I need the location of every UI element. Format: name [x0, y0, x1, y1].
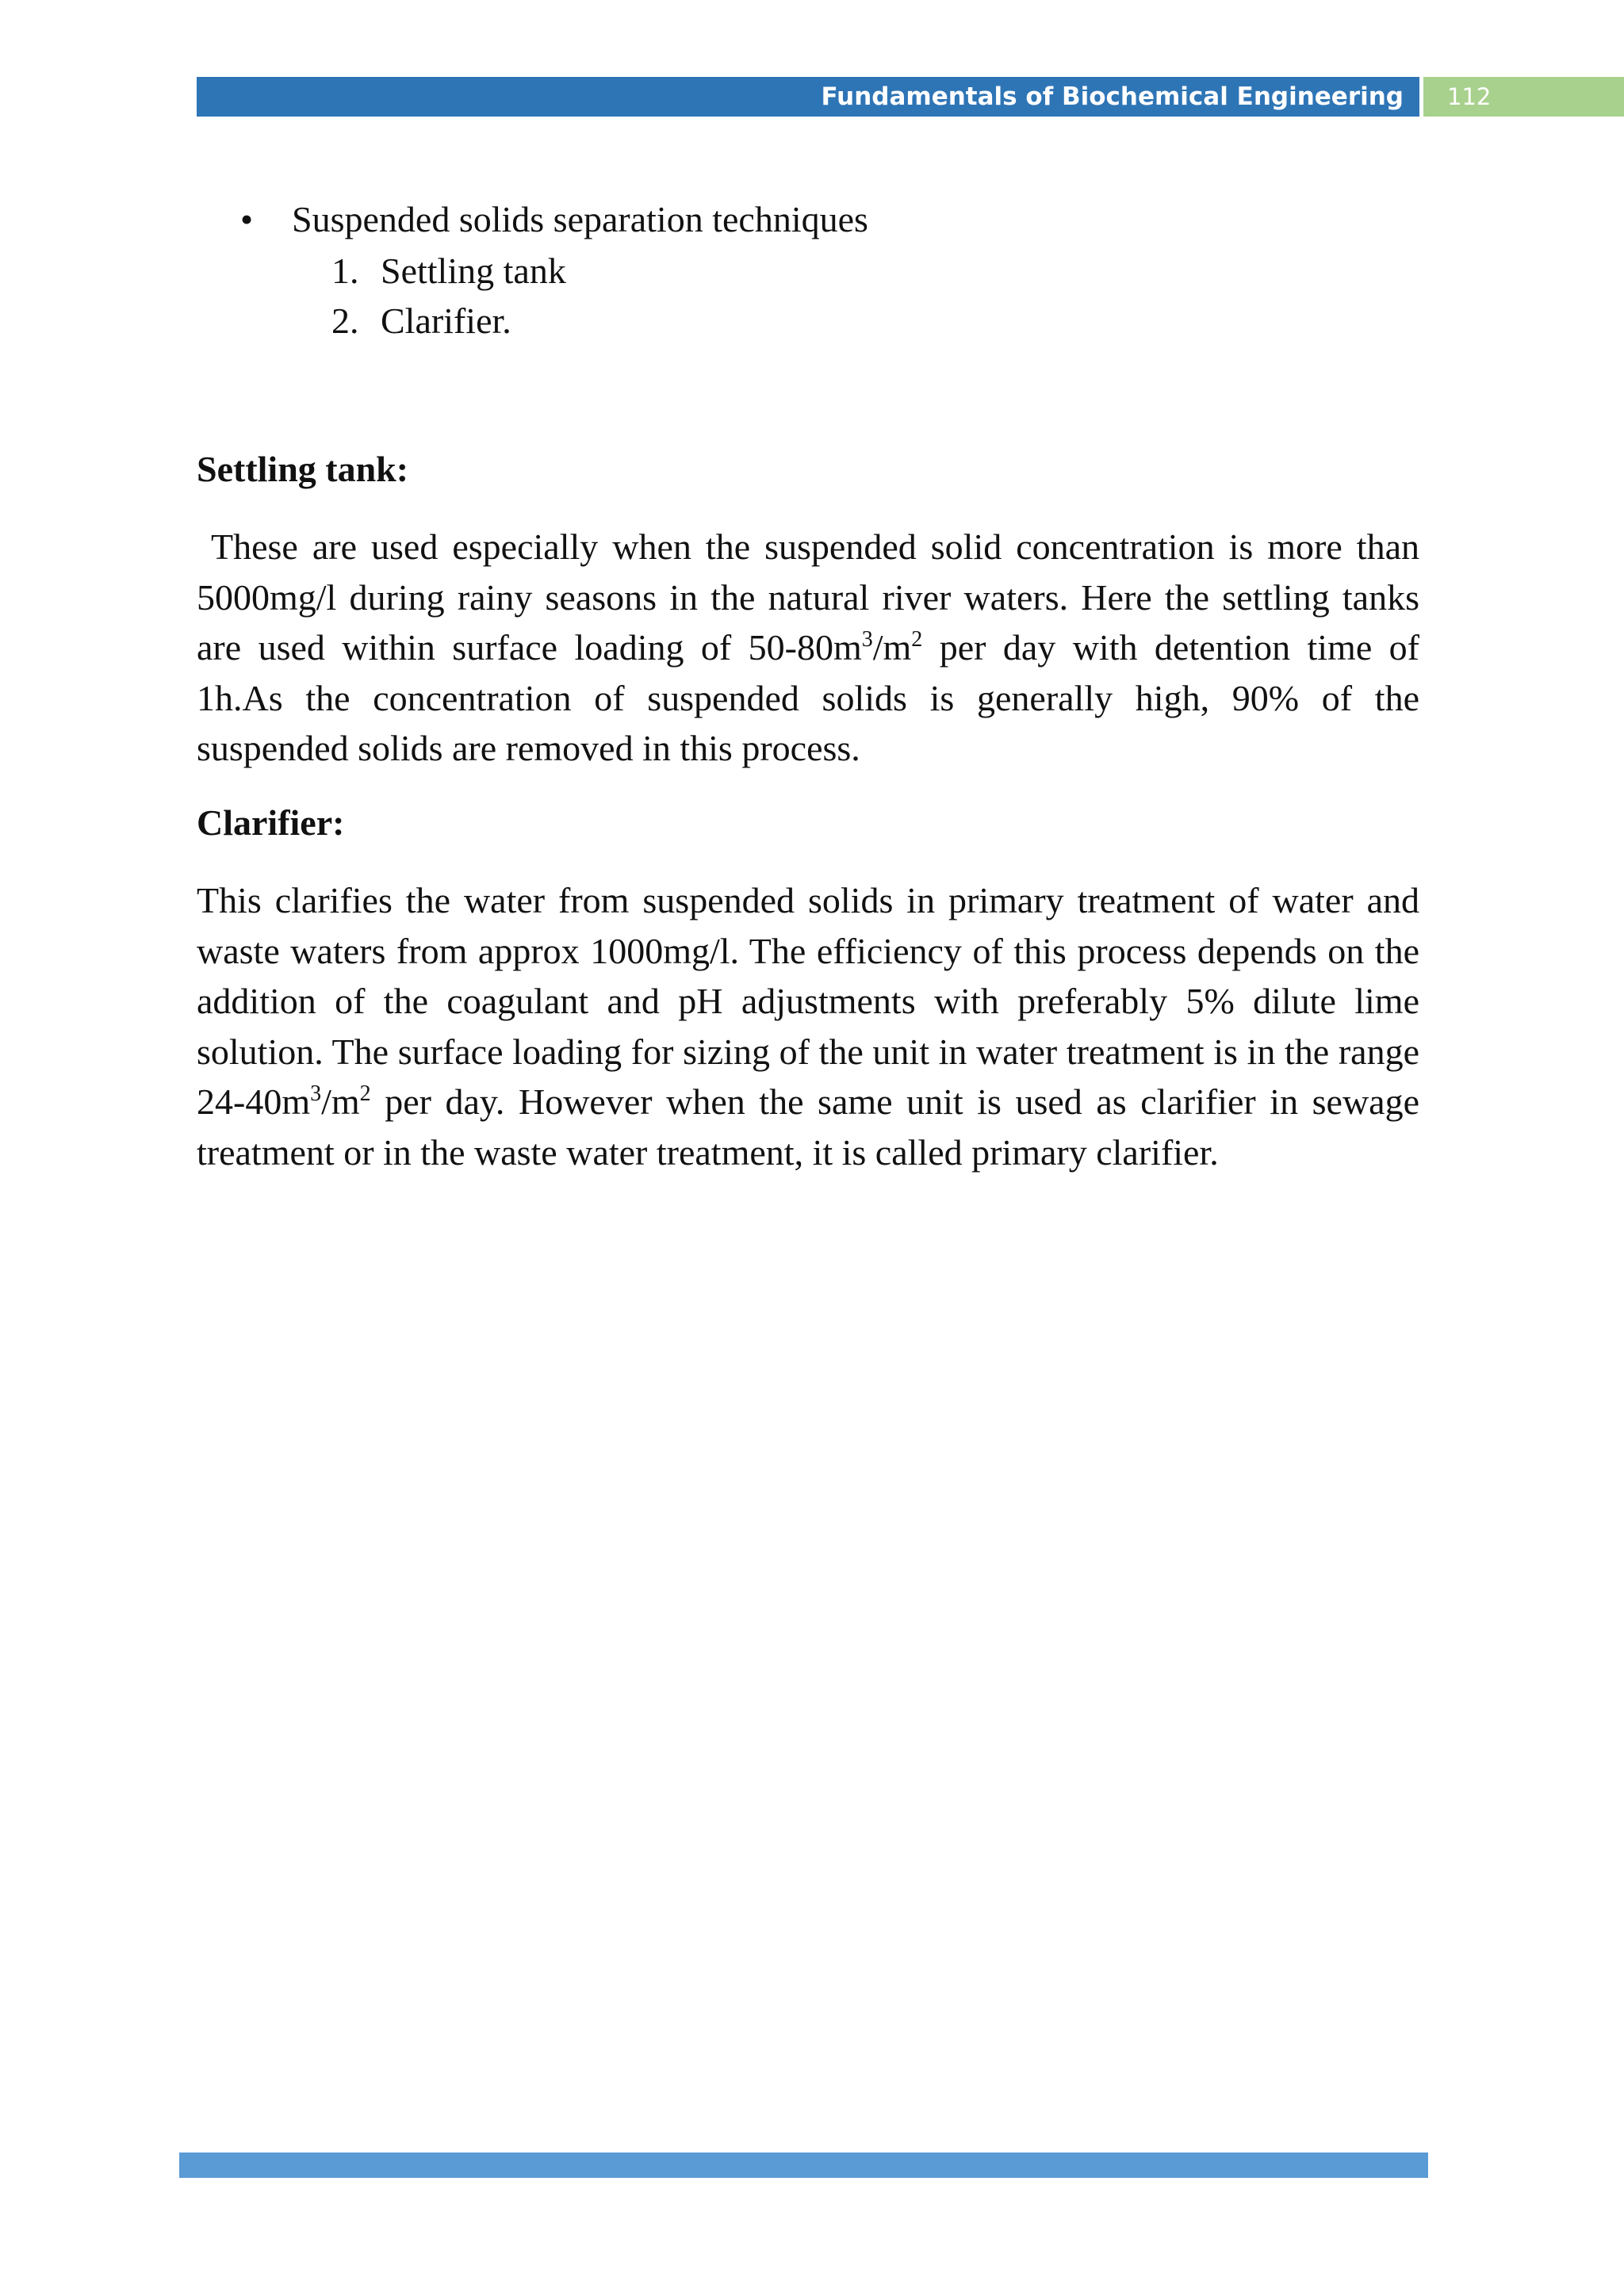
- page-number-box: [1423, 77, 1624, 117]
- list-item-text: Settling tank: [381, 251, 566, 291]
- numbered-list: [331, 246, 566, 346]
- list-item-number: 2.: [331, 300, 359, 341]
- superscript: 3: [861, 627, 873, 652]
- paragraph-text: This clarifies the water from suspended solids in primary treatment of water and waste waters from approx 1000mg/l. The efficiency of this process depends on the addition of the coagulant and pH adjustments with preferably 5% dilute lime solution. The surface loading for sizing of the unit in water treatment is in the range 24-40m: [197, 880, 1419, 1122]
- paragraph-text: /m: [321, 1081, 360, 1122]
- page-number: 112: [1447, 83, 1492, 110]
- clarifier-paragraph: [197, 875, 1419, 1177]
- settling-tank-heading: Settling tank:: [197, 449, 409, 489]
- footer-bar: [179, 2152, 1428, 2178]
- paragraph-text: per day with detention time of 1h.As the concentration of suspended solids is generally high, 90% of the suspended solids are removed in this process.: [197, 627, 1429, 768]
- paragraph-text: per day. However when the same unit is used as clarifier in sewage treatment or in the waste water treatment, it is called primary clarifier.: [197, 1081, 1419, 1173]
- list-item-number: 1.: [331, 251, 359, 291]
- superscript: 2: [359, 1081, 371, 1106]
- paragraph-text: /m: [872, 627, 912, 668]
- settling-tank-paragraph: [197, 522, 1429, 774]
- bullet-icon: •: [240, 199, 254, 239]
- header-bar: [197, 77, 1419, 117]
- list-item: [331, 246, 566, 296]
- list-item-text: Clarifier.: [381, 300, 511, 341]
- paragraph-text: These are used especially when the suspended solid concentration is more than 5000mg/l during rainy seasons in the natural river waters. Here the settling tanks are used within surface loading of 50-80m: [197, 526, 1429, 668]
- clarifier-heading: Clarifier:: [197, 802, 345, 843]
- bullet-item-text: Suspended solids separation techniques: [292, 199, 868, 239]
- superscript: 2: [911, 627, 923, 652]
- bullet-item: [240, 196, 868, 243]
- running-header-title: Fundamentals of Biochemical Engineering: [821, 82, 1404, 111]
- superscript: 3: [310, 1081, 322, 1106]
- list-item: [331, 296, 566, 346]
